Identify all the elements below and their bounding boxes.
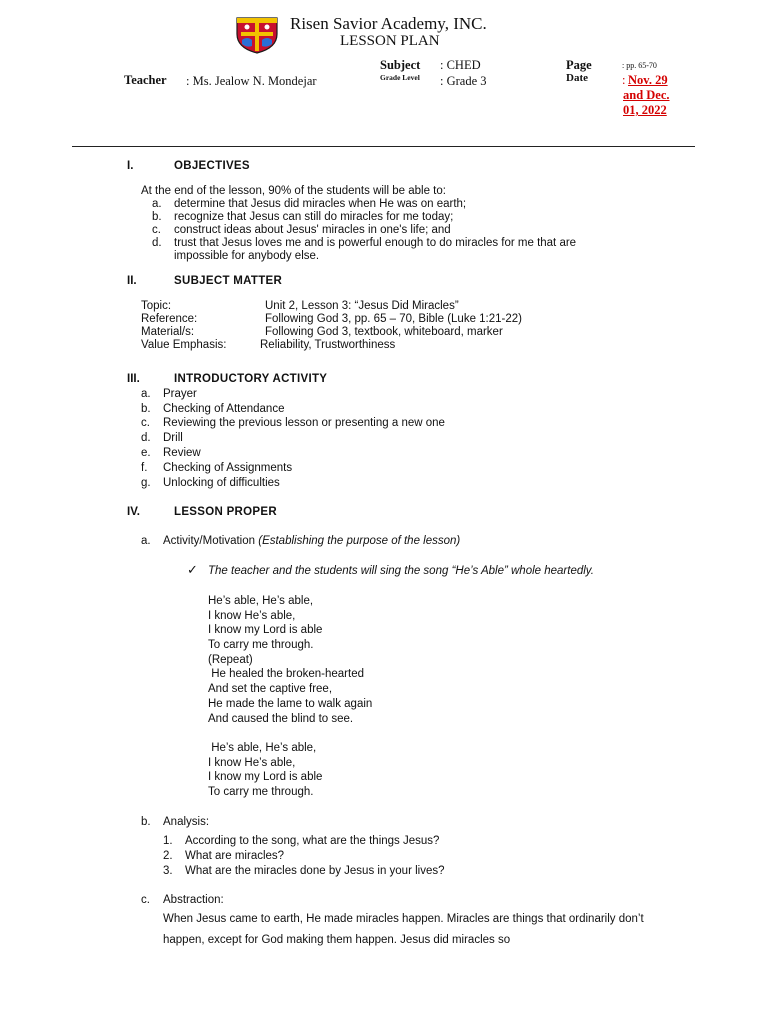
- list-letter: d.: [141, 432, 151, 444]
- list-letter: e.: [141, 447, 151, 459]
- song-line: I know He’s able,: [208, 609, 296, 622]
- analysis-question: According to the song, what are the things Jesus?: [185, 835, 440, 847]
- list-letter: c.: [141, 894, 150, 906]
- document-title: LESSON PLAN: [340, 33, 440, 49]
- value-emphasis-label: Value Emphasis:: [141, 339, 227, 351]
- activity-item: Checking of Attendance: [163, 403, 285, 415]
- section-number: I.: [127, 160, 134, 172]
- section-number: II.: [127, 275, 137, 287]
- list-letter: d.: [152, 237, 162, 249]
- activity-item: Drill: [163, 432, 183, 444]
- song-line: And set the captive free,: [208, 683, 333, 696]
- activity-item: Reviewing the previous lesson or presenting a new one: [163, 417, 445, 429]
- analysis-question: What are the miracles done by Jesus in your lives?: [185, 865, 445, 877]
- song-line: I know He’s able,: [208, 756, 296, 769]
- question-number: 3.: [163, 865, 173, 877]
- list-letter: b.: [152, 211, 162, 223]
- list-letter: f.: [141, 462, 148, 474]
- section-number: IV.: [127, 506, 141, 518]
- list-letter: a.: [141, 535, 151, 547]
- reference-label: Reference:: [141, 313, 198, 325]
- page-value: : pp. 65-70: [622, 61, 657, 70]
- objective-item: recognize that Jesus can still do miracles for me today;: [174, 211, 454, 223]
- objective-item-continued: impossible for anybody else.: [174, 250, 320, 262]
- section-title-introductory-activity: INTRODUCTORY ACTIVITY: [174, 373, 328, 385]
- section-title-objectives: OBJECTIVES: [174, 160, 250, 172]
- materials-label: Material/s:: [141, 326, 195, 338]
- teacher-value: : Ms. Jealow N. Mondejar: [186, 74, 317, 88]
- song-line: (Repeat): [208, 653, 253, 666]
- objective-item: construct ideas about Jesus' miracles in one's life; and: [174, 224, 451, 236]
- song-line: He made the lame to walk again: [208, 697, 373, 710]
- song-line: To carry me through.: [208, 785, 314, 798]
- activity-item: Review: [163, 447, 201, 459]
- grade-value: : Grade 3: [440, 74, 487, 88]
- page-label: Page: [566, 58, 592, 72]
- song-line: He’s able, He’s able,: [208, 595, 314, 607]
- reference-value: Following God 3, pp. 65 – 70, Bible (Luke 1:21-22): [265, 313, 522, 325]
- date-line-2: and Dec.: [623, 88, 670, 102]
- date-colon: :: [622, 73, 626, 87]
- date-line-1: Nov. 29: [628, 73, 668, 87]
- list-letter: b.: [141, 403, 151, 415]
- objective-item: determine that Jesus did miracles when He was on earth;: [174, 198, 467, 210]
- song-line: I know my Lord is able: [208, 771, 323, 784]
- activity-item: Prayer: [163, 388, 197, 400]
- objective-item: trust that Jesus loves me and is powerful enough to do miracles for me that are: [174, 237, 577, 249]
- activity-motivation-label: [163, 535, 460, 548]
- song-line: [208, 727, 372, 742]
- value-emphasis-value: Reliability, Trustworthiness: [260, 339, 396, 351]
- materials-value: Following God 3, textbook, whiteboard, marker: [265, 326, 503, 338]
- grade-label: Grade Level: [380, 73, 420, 82]
- song-line: He’s able, He’s able,: [208, 741, 317, 754]
- song-instruction: The teacher and the students will sing the song “He’s Able” whole heartedly.: [208, 565, 594, 577]
- song-lyrics: [208, 595, 372, 801]
- song-line: He healed the broken-hearted: [208, 668, 364, 681]
- analysis-label: Analysis:: [163, 816, 210, 828]
- activity-item: Checking of Assignments: [163, 462, 293, 474]
- date-label: Date: [566, 72, 588, 84]
- topic-value: Unit 2, Lesson 3: “Jesus Did Miracles”: [265, 300, 459, 312]
- song-line: To carry me through.: [208, 639, 314, 652]
- school-name: Risen Savior Academy, INC.: [290, 14, 487, 33]
- abstraction-paragraph: When Jesus came to earth, He made miracles happen. Miracles are things that ordinarily don’t happen, except for God making them happen. Jesus did miracles so: [163, 913, 644, 946]
- subject-value: : CHED: [440, 58, 481, 72]
- header-divider: [72, 146, 695, 147]
- checkmark-icon: ✓: [187, 562, 198, 577]
- list-letter: b.: [141, 816, 151, 828]
- question-number: 1.: [163, 835, 173, 847]
- abstraction-label: Abstraction:: [163, 894, 224, 906]
- objectives-intro: At the end of the lesson, 90% of the students will be able to:: [141, 185, 446, 197]
- song-line: And caused the blind to see.: [208, 712, 354, 725]
- activity-item: Unlocking of difficulties: [163, 477, 280, 489]
- teacher-label: Teacher: [124, 73, 167, 87]
- date-line-3: 01, 2022: [623, 103, 667, 117]
- activity-label: Activity/Motivation: [163, 535, 256, 547]
- list-letter: g.: [141, 477, 151, 489]
- section-title-lesson-proper: LESSON PROPER: [174, 506, 277, 518]
- school-logo: [234, 12, 280, 54]
- section-number: III.: [127, 373, 140, 385]
- list-letter: c.: [141, 417, 150, 429]
- list-letter: a.: [152, 198, 162, 210]
- list-letter: a.: [141, 388, 151, 400]
- analysis-question: What are miracles?: [185, 850, 285, 862]
- list-letter: c.: [152, 224, 161, 236]
- topic-label: Topic:: [141, 300, 172, 312]
- song-line: I know my Lord is able: [208, 624, 323, 637]
- section-title-subject-matter: SUBJECT MATTER: [174, 275, 283, 287]
- question-number: 2.: [163, 850, 173, 862]
- subject-label: Subject: [380, 58, 421, 72]
- activity-note: (Establishing the purpose of the lesson): [258, 535, 461, 547]
